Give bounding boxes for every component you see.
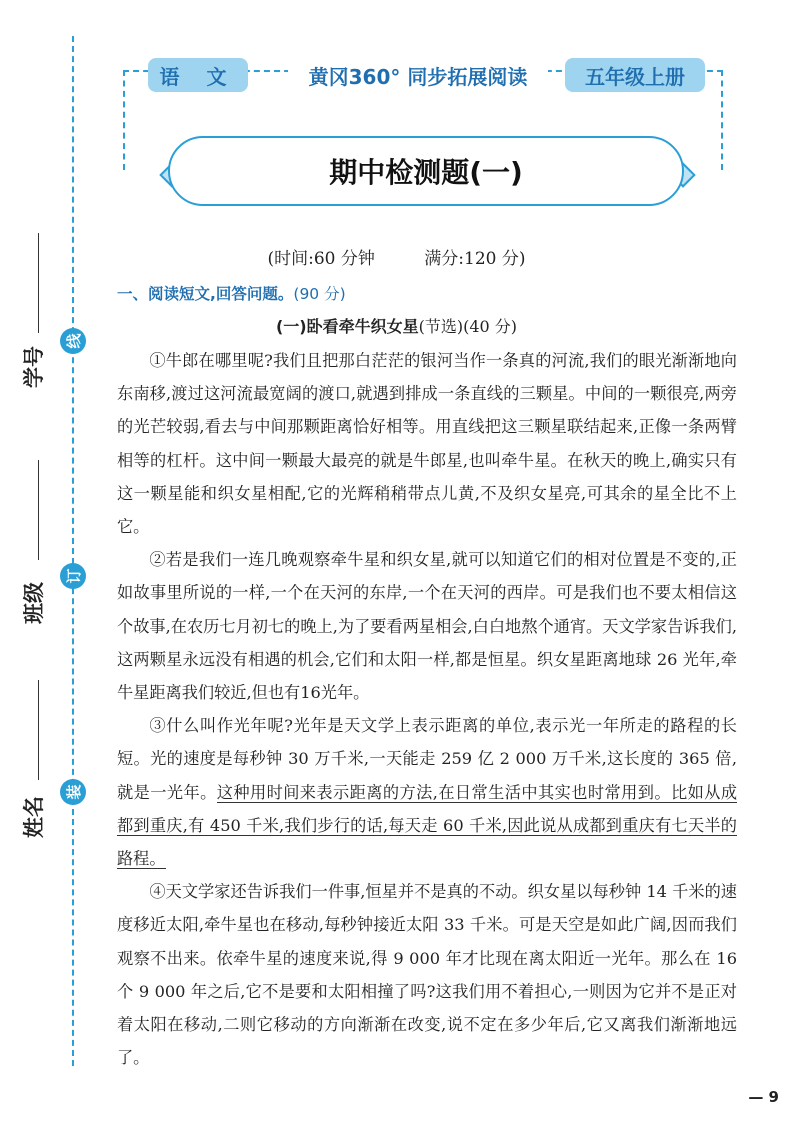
- paragraph-3: [117, 709, 737, 875]
- binding-dashed-line: [72, 36, 74, 1066]
- student-id-label: 学号: [22, 346, 46, 388]
- exam-title-box: [168, 136, 684, 206]
- paragraph-3-text: ③什么叫作光年呢?光年是天文学上表示距离的单位,表示光一年所走的路程的长短。光的速度是每秒钟 30 万千米,一天能走 259 亿 2 000 万千米,这长度的 365 倍,就是一光年。: [117, 716, 737, 802]
- section-heading: [117, 282, 346, 304]
- name-blank: [38, 680, 39, 780]
- section-title: 一、阅读短文,回答问题。: [117, 285, 294, 303]
- exam-score: 满分:120 分): [424, 249, 526, 269]
- binding-mark-xian: 线: [60, 328, 86, 354]
- paragraph-2: ②若是我们一连几晚观察牵牛星和织女星,就可以知道它们的相对位置是不变的,正如故事里所说的一样,一个在天河的东岸,一个在天河的西岸。可是我们也不要太相信这个故事,在农历七月初七的晚上,为了要看两星相会,白白地熬个通宵。天文学家告诉我们,这两颗星永远没有相遇的机会,它们和太阳一样,都是恒星。织女星距离地球 26 光年,牵牛星距离我们较近,但也有16光年。: [117, 550, 737, 703]
- subject-pill: 语 文: [148, 58, 248, 92]
- passage-heading: [0, 314, 793, 337]
- class-label: 班级: [22, 582, 46, 624]
- section-score: (90 分): [293, 285, 346, 303]
- binding-mark-ding: 订: [60, 563, 86, 589]
- page-number: — 9: [748, 1088, 779, 1106]
- binding-mark-zhuang: 装: [60, 779, 86, 805]
- passage-title: (一)卧看牵牛织女星: [275, 317, 419, 336]
- class-blank: [38, 460, 39, 560]
- paragraph-4: ④天文学家还告诉我们一件事,恒星并不是真的不动。织女星以每秒钟 14 千米的速度移近太阳,牵牛星也在移动,每秒钟接近太阳 33 千米。可是天空是如此广阔,因而我们观察不出来。依牵牛星的速度来说,得 9 000 年才比现在离太阳近一光年。那么在 16 个 9 000 年之后,它不是要和太阳相撞了吗?这我们用不着担心,一则因为它并不是正对着太阳在移动,二则它移动的方向渐渐在改变,说不定在多少年后,它又离我们渐渐地远了。: [117, 882, 737, 1068]
- series-title: 黄冈360° 同步拓展阅读: [288, 60, 548, 90]
- exam-title: 期中检测题(一): [329, 156, 523, 189]
- underlined-sentence: 这种用时间来表示距离的方法,在日常生活中其实也时常用到。比如从成都到重庆,有 450 千米,我们步行的话,每天走 60 千米,因此说从成都到重庆有七天半的路程。: [117, 782, 738, 869]
- passage-title-note: (节选)(40 分): [418, 317, 518, 336]
- exam-time: (时间:60 分钟: [267, 249, 375, 269]
- exam-info: [0, 244, 793, 269]
- grade-pill: 五年级上册: [565, 58, 705, 92]
- name-label: 姓名: [22, 796, 46, 838]
- passage-body: [117, 344, 737, 1074]
- paragraph-1: ①牛郎在哪里呢?我们且把那白茫茫的银河当作一条真的河流,我们的眼光渐渐地向东南移,渡过这河流最宽阔的渡口,就遇到排成一条直线的三颗星。中间的一颗很亮,两旁的光芒较弱,看去与中间那颗距离恰好相等。用直线把这三颗星联结起来,正像一条两臂相等的杠杆。这中间一颗最大最亮的就是牛郎星,也叫牵牛星。在秋天的晚上,确实只有这一颗星能和织女星相配,它的光辉稍稍带点儿黄,不及织女星亮,可其余的星全比不上它。: [117, 351, 737, 537]
